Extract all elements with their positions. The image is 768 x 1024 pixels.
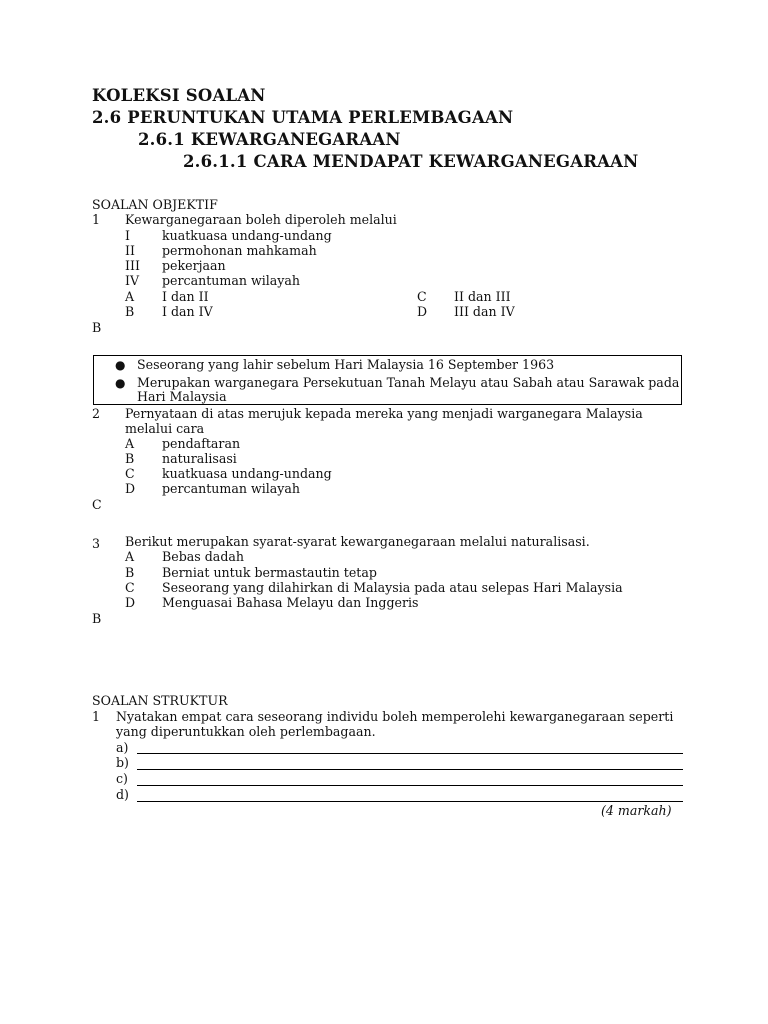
q1-statement-roman: I — [125, 228, 130, 243]
q3-option-text: Bebas dadah — [162, 549, 244, 564]
q2-option-letter: A — [125, 436, 135, 451]
q2-option-text: percantuman wilayah — [162, 481, 301, 496]
q1-statement-text: kuatkuasa undang-undang — [162, 228, 332, 243]
marks-label: (4 markah) — [601, 803, 672, 818]
q1-statement-roman: III — [125, 258, 140, 273]
q2-answer: C — [92, 497, 102, 512]
q2-option-letter: B — [125, 451, 135, 466]
q2-stem: Pernyataan di atas merujuk kepada mereka yang menjadi warganegara Malaysia — [125, 406, 643, 421]
q1-option-text: III dan IV — [454, 304, 515, 319]
q2-box-item: Seseorang yang lahir sebelum Hari Malaysia 16 September 1963 — [137, 357, 555, 372]
answer-line[interactable] — [137, 753, 683, 754]
structured-section-title: SOALAN STRUKTUR — [92, 693, 228, 708]
q1-answer: B — [92, 320, 102, 335]
q3-answer: B — [92, 611, 102, 626]
section-heading: 2.6.1 KEWARGANEGARAAN — [138, 130, 401, 149]
bullet-icon: ● — [115, 376, 126, 390]
q1-option-letter: B — [125, 304, 135, 319]
objective-section-title: SOALAN OBJEKTIF — [92, 197, 218, 212]
q3-option-letter: B — [125, 565, 135, 580]
q1-statement-text: percantuman wilayah — [162, 273, 301, 288]
q1-option-letter: C — [417, 289, 427, 304]
q2-option-text: kuatkuasa undang-undang — [162, 466, 332, 481]
s1-stem: Nyatakan empat cara seseorang individu boleh memperolehi kewarganegaraan seperti — [116, 709, 674, 724]
q2-box-item: Merupakan warganegara Persekutuan Tanah Melayu atau Sabah atau Sarawak pada — [137, 375, 680, 390]
q1-statement-roman: II — [125, 243, 135, 258]
q3-option-text: Menguasai Bahasa Melayu dan Inggeris — [162, 595, 419, 610]
q2-stem-continued: melalui cara — [125, 421, 205, 436]
q3-option-text: Seseorang yang dilahirkan di Malaysia pada atau selepas Hari Malaysia — [162, 580, 623, 595]
answer-line[interactable] — [137, 801, 683, 802]
q3-option-letter: D — [125, 595, 136, 610]
q1-option-letter: A — [125, 289, 135, 304]
q2-option-letter: C — [125, 466, 135, 481]
answer-line[interactable] — [137, 769, 683, 770]
q1-number: 1 — [92, 212, 101, 227]
answer-label: a) — [116, 740, 129, 755]
q3-number: 3 — [92, 536, 101, 551]
q1-option-text: II dan III — [454, 289, 511, 304]
q1-statement-text: pekerjaan — [162, 258, 226, 273]
bullet-icon: ● — [115, 358, 126, 372]
subsection-heading: 2.6.1.1 CARA MENDAPAT KEWARGANEGARAAN — [183, 152, 639, 171]
q3-option-text: Berniat untuk bermastautin tetap — [162, 565, 377, 580]
q1-option-text: I dan II — [162, 289, 209, 304]
q2-box-item-continued: Hari Malaysia — [137, 389, 227, 404]
s1-number: 1 — [92, 709, 101, 724]
chapter-heading: 2.6 PERUNTUKAN UTAMA PERLEMBAGAAN — [92, 108, 514, 127]
answer-line[interactable] — [137, 785, 683, 786]
answer-label: d) — [116, 787, 129, 802]
q1-option-text: I dan IV — [162, 304, 213, 319]
q3-stem: Berikut merupakan syarat-syarat kewarganegaraan melalui naturalisasi. — [125, 534, 590, 549]
q1-stem: Kewarganegaraan boleh diperoleh melalui — [125, 212, 397, 227]
answer-label: c) — [116, 771, 128, 786]
s1-stem-continued: yang diperuntukkan oleh perlembagaan. — [116, 724, 376, 739]
q2-number: 2 — [92, 406, 101, 421]
q1-statement-text: permohonan mahkamah — [162, 243, 317, 258]
doc-title: KOLEKSI SOALAN — [92, 86, 266, 105]
q1-statement-roman: IV — [125, 273, 140, 288]
q2-option-text: pendaftaran — [162, 436, 241, 451]
q1-option-letter: D — [417, 304, 428, 319]
answer-label: b) — [116, 755, 129, 770]
q3-option-letter: A — [125, 549, 135, 564]
q2-option-text: naturalisasi — [162, 451, 237, 466]
q2-option-letter: D — [125, 481, 136, 496]
q3-option-letter: C — [125, 580, 135, 595]
